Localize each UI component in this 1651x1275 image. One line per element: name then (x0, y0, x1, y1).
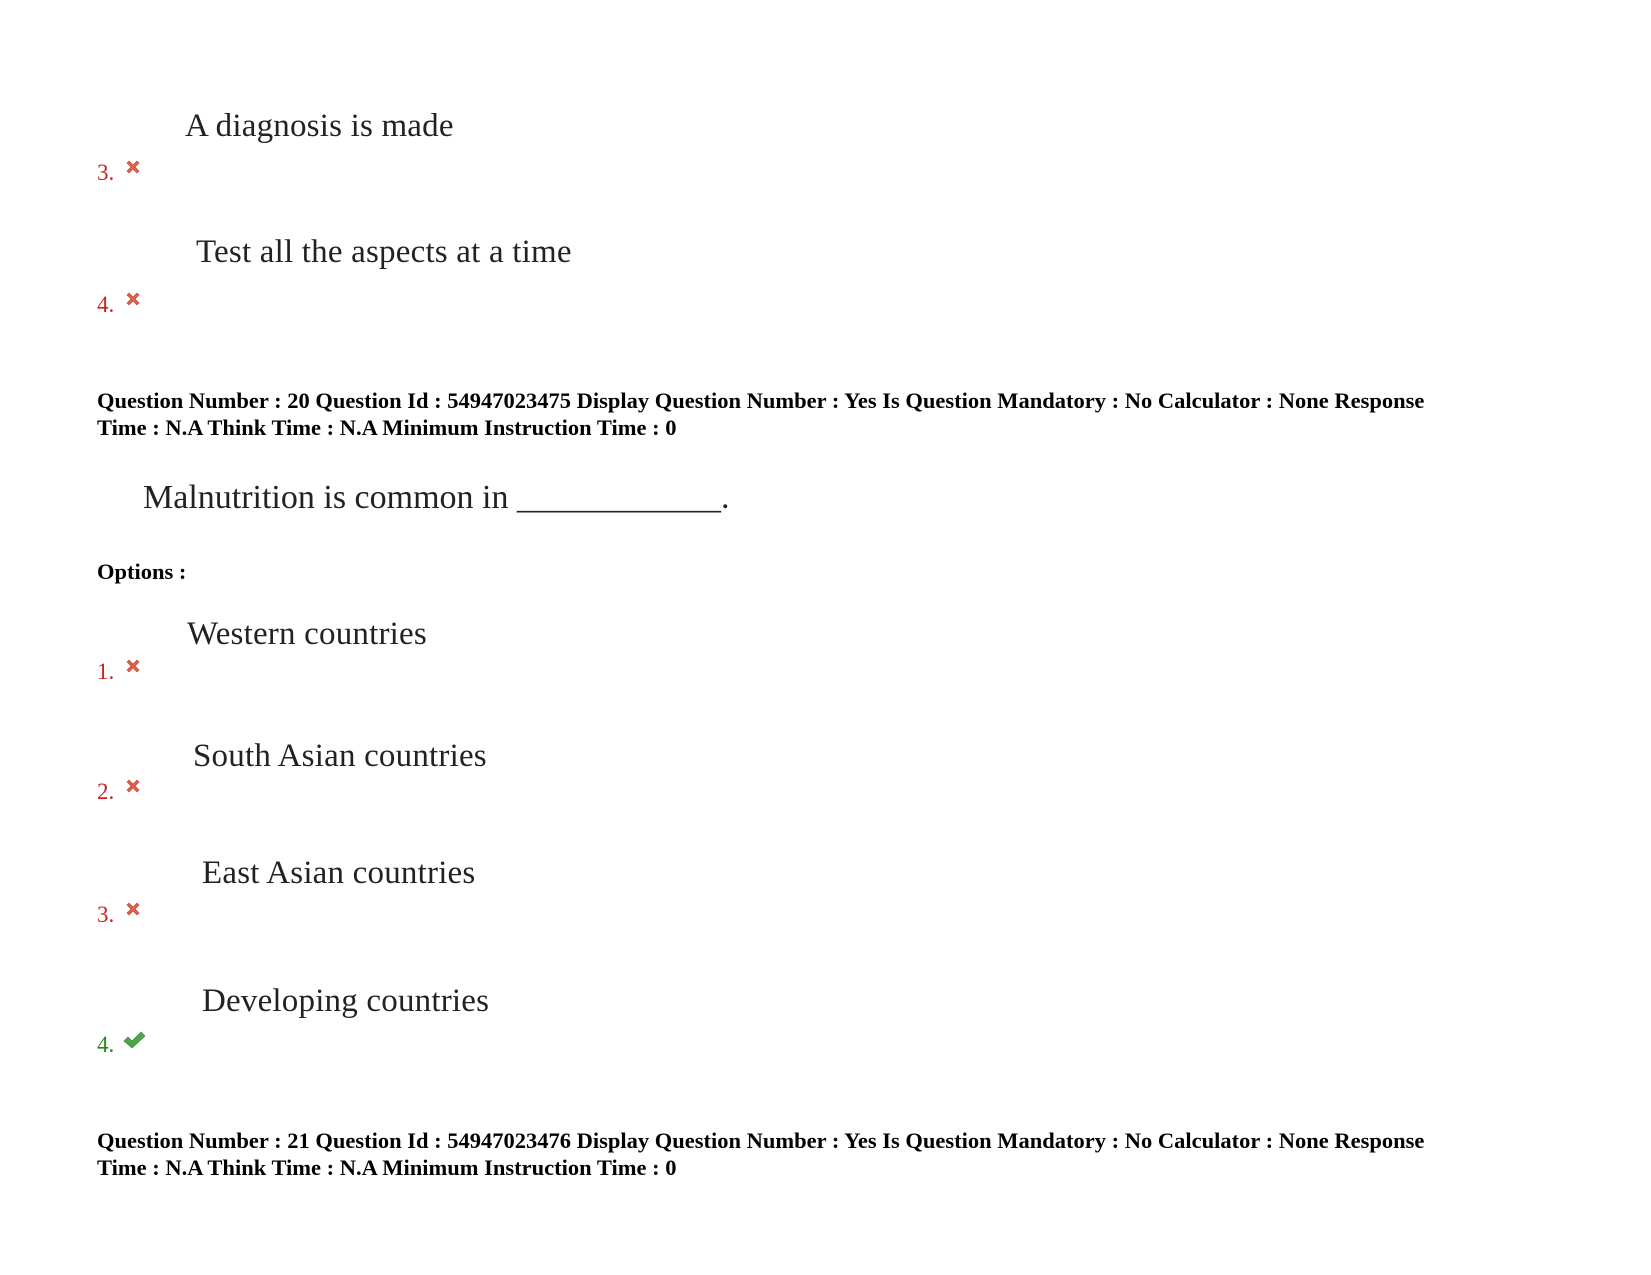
question-text: Malnutrition is common in ____________. (143, 479, 730, 516)
cross-icon (124, 900, 142, 918)
cross-icon (124, 290, 142, 308)
option-number: 4. (97, 292, 115, 317)
check-icon (122, 1030, 146, 1050)
option-image-text: Western countries (187, 616, 427, 652)
question-meta-line: Time : N.A Think Time : N.A Minimum Instruction Time : 0 (97, 415, 677, 440)
question-meta-line: Time : N.A Think Time : N.A Minimum Instruction Time : 0 (97, 1155, 677, 1180)
option-image-text: Developing countries (202, 983, 490, 1019)
option-image-text: South Asian countries (193, 738, 487, 774)
option-number: 3. (97, 902, 115, 927)
option-image-text: A diagnosis is made (185, 108, 454, 144)
cross-icon (124, 777, 142, 795)
options-label: Options : (97, 559, 187, 584)
option-number: 2. (97, 779, 115, 804)
question-meta (97, 1127, 1567, 1181)
option-number: 4. (97, 1032, 115, 1057)
cross-icon (124, 657, 142, 675)
option-image-text: East Asian countries (202, 855, 476, 891)
cross-icon (124, 158, 142, 176)
option-image-text: Test all the aspects at a time (196, 234, 572, 270)
question-meta-line: Question Number : 21 Question Id : 54947023476 Display Question Number : Yes Is Question Mandatory : No Calculator : None Response (97, 1128, 1425, 1153)
question-meta (97, 387, 1567, 441)
option-number: 1. (97, 659, 115, 684)
question-meta-line: Question Number : 20 Question Id : 54947023475 Display Question Number : Yes Is Question Mandatory : No Calculator : None Response (97, 388, 1425, 413)
option-number: 3. (97, 160, 115, 185)
